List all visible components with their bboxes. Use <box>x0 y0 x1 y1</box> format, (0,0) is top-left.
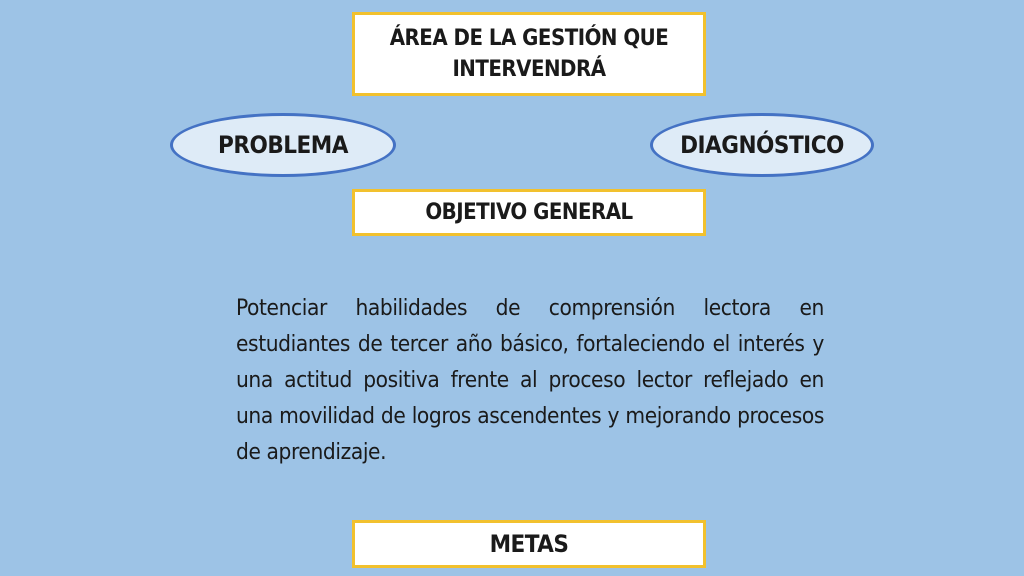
problema-oval <box>170 113 396 177</box>
diagnostico-oval <box>650 113 874 177</box>
objetivo-general-label: OBJETIVO GENERAL <box>425 200 633 225</box>
area-gestion-label: ÁREA DE LA GESTIÓN QUE INTERVENDRÁ <box>389 26 669 82</box>
area-gestion-box <box>352 12 706 96</box>
metas-label: METAS <box>489 530 569 558</box>
objective-description: Potenciar habilidades de comprensión lectora en estudiantes de tercer año básico, fortaleciendo el interés y una actitud positiva frente al proceso lector reflejado en una movilidad de logros ascendentes y mejorando procesos de aprendizaje. <box>236 295 824 465</box>
metas-box <box>352 520 706 568</box>
diagnostico-label: DIAGNÓSTICO <box>680 131 844 159</box>
problema-label: PROBLEMA <box>218 131 348 159</box>
objetivo-general-box <box>352 189 706 236</box>
